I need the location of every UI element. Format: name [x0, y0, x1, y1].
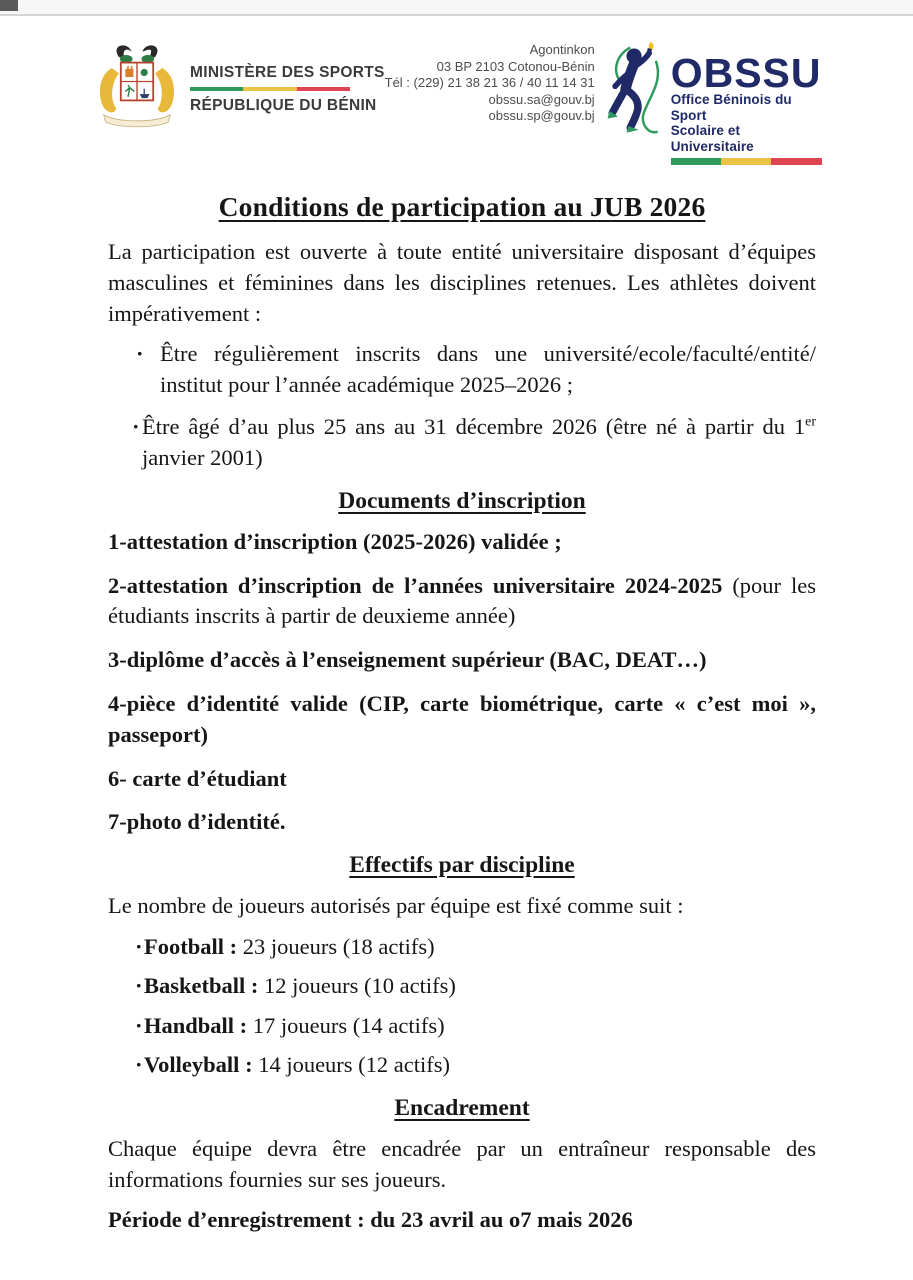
- obssu-logo: [601, 38, 822, 165]
- document-item-1: 1-attestation d’inscription (2025-2026) validée ;: [108, 528, 562, 554]
- section-heading-encadrement: Encadrement: [394, 1094, 530, 1121]
- document-item-2: 2-attestation d’inscription de l’années universitaire 2024-2025 (pour les étudiants inscrits à partir de deuxieme année): [108, 572, 816, 629]
- document-body: [0, 165, 913, 1236]
- obssu-text-block: [670, 50, 822, 165]
- contact-email-sp: obssu.sp@gouv.bj: [488, 108, 595, 123]
- tricolor-red-segment: [297, 87, 350, 91]
- contact-location: Agontinkon: [529, 42, 595, 57]
- eligibility-item-age: · Être âgé d’au plus 25 ans au 31 décembre 2026 (être né à partir du 1er janvier 2001): [108, 412, 816, 474]
- document-item-3: 3-diplôme d’accès à l’enseignement supérieur (BAC, DEAT…): [108, 647, 707, 673]
- discipline-item-football: · Football : 23 joueurs (18 actifs): [108, 932, 816, 963]
- contact-email-sa: obssu.sa@gouv.bj: [488, 91, 595, 107]
- contact-po-box: 03 BP 2103 Cotonou-Bénin: [436, 58, 595, 74]
- tricolor-yellow-segment: [721, 158, 771, 165]
- section-heading-documents: Documents d’inscription: [338, 487, 586, 514]
- tricolor-divider: [190, 87, 350, 91]
- obssu-subtitle-line1: Office Béninois du Sport: [670, 92, 792, 123]
- disciplines-list: [108, 932, 816, 1081]
- republic-name: RÉPUBLIQUE DU BÉNIN: [190, 97, 377, 114]
- ordinal-superscript: er: [805, 414, 816, 430]
- document-item-6: 6- carte d’étudiant: [108, 765, 287, 791]
- document-item-4: 4-pièce d’identité valide (CIP, carte biométrique, carte « c’est moi », passeport): [108, 690, 816, 747]
- effectifs-intro: Le nombre de joueurs autorisés par équipe est fixé comme suit :: [108, 893, 684, 919]
- obssu-tricolor-bar: [671, 158, 822, 165]
- discipline-item-handball: · Handball : 17 joueurs (14 actifs): [108, 1011, 816, 1042]
- registration-period: Période d’enregistrement : du 23 avril au o7 mais 2026: [108, 1207, 633, 1233]
- encadrement-paragraph: Chaque équipe devra être encadrée par un entraîneur responsable des informations fournies sur ses joueurs.: [108, 1135, 816, 1192]
- top-strip: [0, 0, 913, 16]
- ministry-brand: [92, 38, 385, 139]
- discipline-item-volleyball: · Volleyball : 14 joueurs (12 actifs): [108, 1050, 816, 1081]
- benin-coat-of-arms-icon: [92, 38, 182, 139]
- tricolor-yellow-segment: [243, 87, 296, 91]
- ministry-name: MINISTÈRE DES SPORTS: [190, 64, 385, 81]
- letterhead: [0, 16, 913, 165]
- contact-block: [385, 38, 595, 125]
- discipline-item-basketball: · Basketball : 12 joueurs (10 actifs): [108, 971, 816, 1002]
- corner-mark: [0, 0, 18, 11]
- intro-paragraph: La participation est ouverte à toute entité universitaire disposant d’équipes masculines et féminines dans les disciplines retenues. Les athlètes doivent impérativement :: [108, 239, 816, 326]
- tricolor-green-segment: [671, 158, 721, 165]
- document-title: Conditions de participation au JUB 2026: [218, 191, 706, 222]
- obssu-acronym: OBSSU: [670, 50, 822, 96]
- ministry-text-block: [190, 64, 385, 115]
- obssu-subtitle-line2: Scolaire et Universitaire: [670, 123, 754, 154]
- eligibility-item-enrollment: · Être régulièrement inscrits dans une université/ecole/faculté/entité/ institut pour l’année académique 2025–2026 ;: [108, 339, 816, 401]
- section-heading-effectifs: Effectifs par discipline: [349, 852, 575, 879]
- runner-torch-icon: [601, 40, 669, 149]
- eligibility-list: [108, 339, 816, 473]
- document-item-7: 7-photo d’identité.: [108, 809, 286, 835]
- tricolor-red-segment: [771, 158, 821, 165]
- contact-phone: Tél : (229) 21 38 21 36 / 40 11 14 31: [384, 75, 595, 90]
- tricolor-green-segment: [190, 87, 243, 91]
